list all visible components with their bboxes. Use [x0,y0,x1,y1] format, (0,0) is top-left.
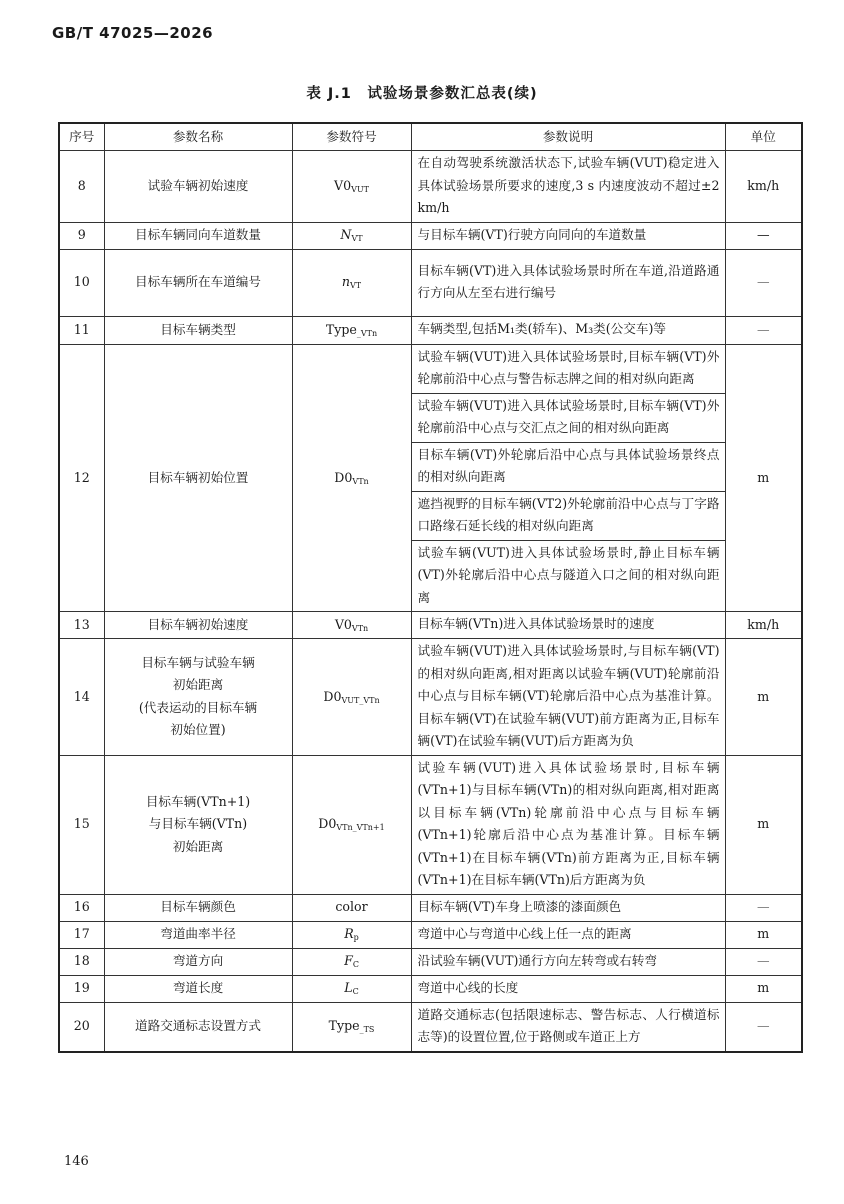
param-description: 车辆类型,包括M₁类(轿车)、M₃类(公交车)等 [411,316,725,344]
row-no: 11 [59,316,104,344]
param-description: 沿试验车辆(VUT)通行方向左转弯或右转弯 [411,948,725,975]
description-item: 遮挡视野的目标车辆(VT2)外轮廓前沿中心点与丁字路口路缘石延长线的相对纵向距离 [412,491,725,540]
symbol-main: Type [325,321,357,337]
param-name: 目标车辆颜色 [104,894,292,921]
row-no: 12 [59,344,104,612]
symbol-sub: VTn [351,623,369,633]
table-row [59,151,802,223]
param-name: 目标车辆所在车道编号 [104,249,292,316]
param-symbol [292,639,411,756]
param-unit: — [725,222,802,249]
symbol-main: Type [328,1018,360,1034]
param-description: 目标车辆(VT)车身上喷漆的漆面颜色 [411,894,725,921]
param-unit: — [725,249,802,316]
param-symbol [292,316,411,344]
description-item: 目标车辆(VT)外轮廓后沿中心点与具体试验场景终点的相对纵向距离 [412,442,725,491]
symbol-main: L [344,980,353,996]
header-no: 序号 [59,123,104,151]
param-name-line: (代表运动的目标车辆 [138,699,258,715]
param-description: 在自动驾驶系统激活状态下,试验车辆(VUT)稳定进入具体试验场景所要求的速度,3 s 内速度波动不超过±2 km/h [411,151,725,223]
row-no: 9 [59,222,104,249]
symbol-sub: VUT_VTn [341,695,380,705]
param-description: 弯道中心线的长度 [411,975,725,1002]
param-description: 弯道中心与弯道中心线上任一点的距离 [411,921,725,948]
header-unit: 单位 [725,123,802,151]
symbol-main: D0 [323,688,342,704]
table-row [59,249,802,316]
param-symbol [292,151,411,223]
row-no: 14 [59,639,104,756]
symbol-sub: VUT [351,185,369,194]
symbol-sub: _TS [359,1025,375,1035]
standard-code: GB/T 47025—2026 [52,24,214,42]
param-unit: m [725,975,802,1002]
header-symbol: 参数符号 [292,123,411,151]
row-no: 18 [59,948,104,975]
param-symbol [292,344,411,612]
param-unit: km/h [725,612,802,639]
row-no: 10 [59,249,104,316]
param-name-line: 目标车辆与试验车辆 [141,654,255,670]
row-no: 19 [59,975,104,1002]
table-header-row [59,123,802,151]
param-unit: km/h [725,151,802,223]
param-name: 弯道长度 [104,975,292,1002]
row-no: 20 [59,1002,104,1052]
symbol-sub: VT [350,281,362,291]
param-name-line: 初始位置) [170,722,226,738]
symbol-main: n [341,274,350,290]
param-name-line: 初始距离 [172,838,224,854]
param-symbol [292,249,411,316]
param-unit: m [725,639,802,756]
symbol-sub: p [353,933,359,943]
row-no: 17 [59,921,104,948]
param-description: 试验车辆(VUT)进入具体试验场景时,与目标车辆(VT)的相对纵向距离,相对距离以试验车辆(VUT)轮廓前沿中心点与目标车辆(VT)轮廓后沿中心点为基准计算。目标车辆(VT)在试验车辆(VUT)前方距离为正,目标车辆(VT)在试验车辆(VUT)后方距离为负 [411,639,725,756]
param-description [411,344,725,612]
table-title: 表 J.1 试验场景参数汇总表(续) [306,86,538,102]
param-name-line: 初始距离 [172,677,224,693]
page-number: 146 [64,1154,89,1169]
parameter-table [58,122,803,1053]
symbol-main: D0 [334,469,353,485]
description-item: 试验车辆(VUT)进入具体试验场景时,静止目标车辆(VT)外轮廓后沿中心点与隧道入口之间的相对纵向距离 [412,540,725,612]
header-description: 参数说明 [411,123,725,151]
param-symbol [292,948,411,975]
row-no: 16 [59,894,104,921]
param-symbol [292,1002,411,1052]
table-row [59,344,802,612]
param-symbol [292,612,411,639]
param-unit: m [725,921,802,948]
symbol-main: V0 [334,178,352,193]
param-name: 弯道曲率半径 [104,921,292,948]
param-unit: m [725,344,802,612]
symbol-main: color [335,899,368,915]
table-row [59,316,802,344]
param-symbol [292,921,411,948]
symbol-main: D0 [318,816,337,832]
table-row [59,612,802,639]
param-name: 目标车辆同向车道数量 [104,222,292,249]
param-description: 与目标车辆(VT)行驶方向同向的车道数量 [411,222,725,249]
symbol-main: R [344,926,354,942]
param-name: 目标车辆类型 [104,316,292,344]
table-row [59,975,802,1002]
table-row [59,222,802,249]
param-description: 目标车辆(VTn)进入具体试验场景时的速度 [411,612,725,639]
row-no: 13 [59,612,104,639]
param-name: 道路交通标志设置方式 [104,1002,292,1052]
param-name: 目标车辆初始位置 [104,344,292,612]
row-no: 15 [59,755,104,894]
symbol-main: F [344,953,353,969]
param-name: 弯道方向 [104,948,292,975]
symbol-sub: VTn [352,476,369,486]
param-symbol [292,222,411,249]
symbol-main: N [340,227,352,243]
param-description: 目标车辆(VT)进入具体试验场景时所在车道,沿道路通行方向从左至右进行编号 [411,249,725,316]
param-description: 试验车辆(VUT)进入具体试验场景时,目标车辆(VTn+1)与目标车辆(VTn)的相对纵向距离,相对距离以目标车辆(VTn)轮廓前沿中心点与目标车辆(VTn+1)轮廓后沿中心点为基准计算。目标车辆(VTn+1)在目标车辆(VTn)前方距离为正,目标车辆(VTn+1)在目标车辆(VTn)后方距离为负 [411,755,725,894]
symbol-sub: VTn_VTn+1 [336,823,385,833]
param-symbol [292,894,411,921]
symbol-sub: _VTn [356,328,378,338]
param-unit: — [725,948,802,975]
description-item: 试验车辆(VUT)进入具体试验场景时,目标车辆(VT)外轮廓前沿中心点与交汇点之间的相对纵向距离 [412,393,725,442]
row-no: 8 [59,151,104,223]
param-name [104,755,292,894]
param-name-line: 目标车辆(VTn+1) [145,793,251,809]
table-row [59,894,802,921]
symbol-main: V0 [334,616,352,632]
table-row [59,948,802,975]
param-name-line: 与目标车辆(VTn) [148,816,248,832]
symbol-sub: VT [351,234,363,244]
symbol-sub: C [352,960,359,970]
param-name [104,639,292,756]
param-unit: — [725,316,802,344]
description-item: 试验车辆(VUT)进入具体试验场景时,目标车辆(VT)外轮廓前沿中心点与警告标志牌之间的相对纵向距离 [417,348,720,386]
symbol-sub: C [352,987,359,997]
table-row [59,1002,802,1052]
param-name: 试验车辆初始速度 [104,151,292,223]
param-symbol [292,975,411,1002]
table-row [59,639,802,756]
table-row [59,921,802,948]
param-name: 目标车辆初始速度 [104,612,292,639]
param-symbol [292,755,411,894]
header-name: 参数名称 [104,123,292,151]
param-unit: — [725,1002,802,1052]
table-row [59,755,802,894]
param-unit: m [725,755,802,894]
param-description: 道路交通标志(包括限速标志、警告标志、人行横道标志等)的设置位置,位于路侧或车道正上方 [411,1002,725,1052]
param-unit: — [725,894,802,921]
